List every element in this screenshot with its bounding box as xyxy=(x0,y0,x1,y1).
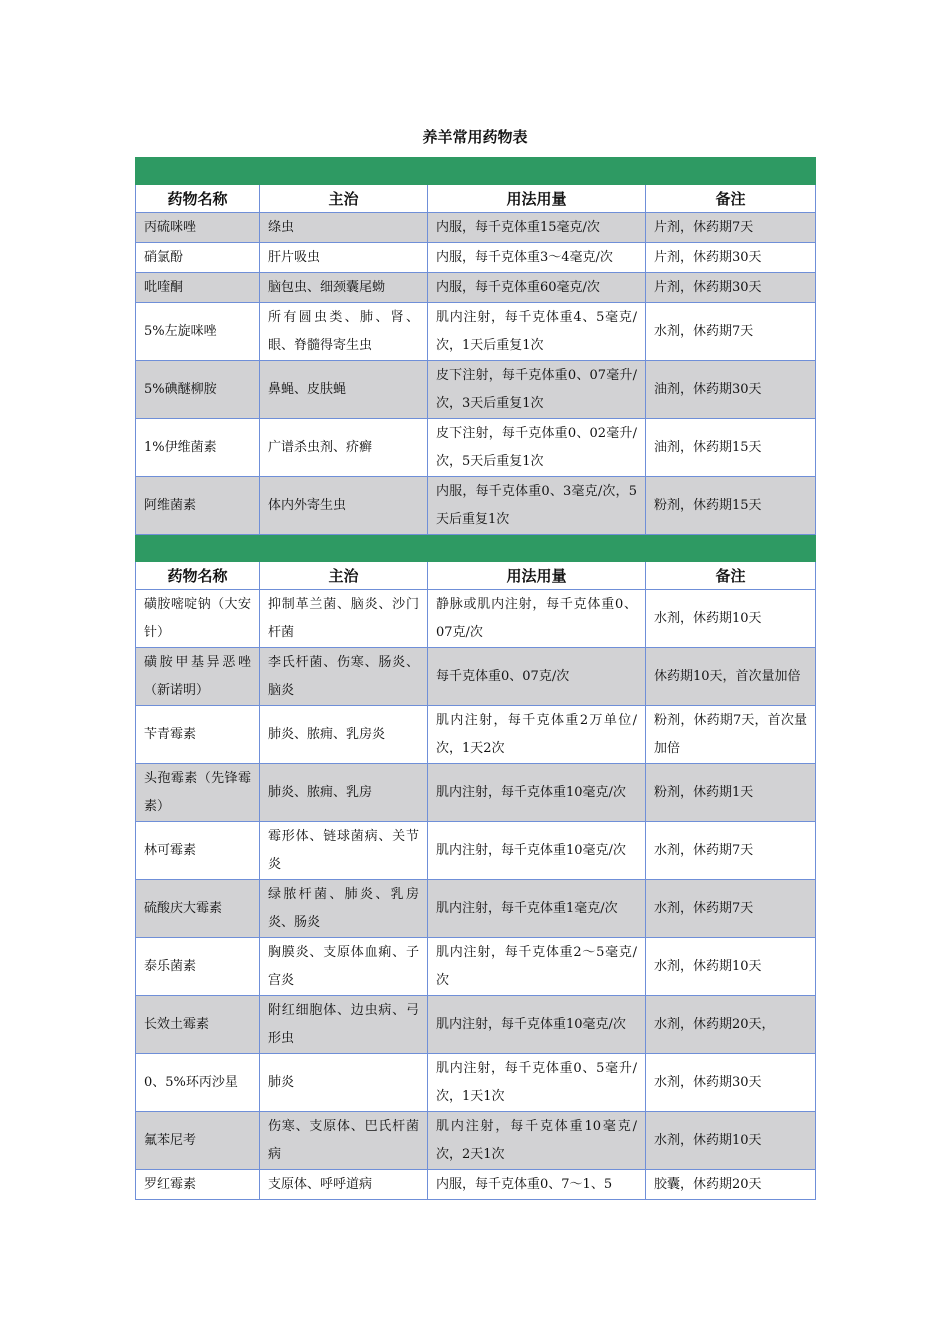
header-dosage: 用法用量 xyxy=(428,562,646,590)
table-row xyxy=(136,477,816,535)
header-row-1 xyxy=(136,185,816,213)
drug-name-cell: 磺胺甲基异恶唑（新诺明） xyxy=(136,648,260,706)
indication-cell: 肺炎 xyxy=(260,1054,428,1112)
remarks-cell: 水剂，休药期7天 xyxy=(646,303,816,361)
indication-cell: 所有圆虫类、肺、肾、眼、脊髓得寄生虫 xyxy=(260,303,428,361)
indication-cell: 肺炎、脓痈、乳房炎 xyxy=(260,706,428,764)
drug-name-cell: 5%碘醚柳胺 xyxy=(136,361,260,419)
dosage-cell: 皮下注射，每千克体重0、07毫升/次，3天后重复1次 xyxy=(428,361,646,419)
remarks-cell: 片剂，休药期7天 xyxy=(646,213,816,243)
remarks-cell: 水剂，休药期30天 xyxy=(646,1054,816,1112)
dosage-cell: 每千克体重0、07克/次 xyxy=(428,648,646,706)
indication-cell: 李氏杆菌、伤寒、肠炎、脑炎 xyxy=(260,648,428,706)
indication-cell: 脑包虫、细颈囊尾蚴 xyxy=(260,273,428,303)
indication-cell: 胸膜炎、支原体血痢、子宫炎 xyxy=(260,938,428,996)
dosage-cell: 静脉或肌内注射，每千克体重0、07克/次 xyxy=(428,590,646,648)
drug-name-cell: 丙硫咪唑 xyxy=(136,213,260,243)
drug-name-cell: 0、5%环丙沙星 xyxy=(136,1054,260,1112)
indication-cell: 支原体、呼呼道病 xyxy=(260,1170,428,1200)
dosage-cell: 肌内注射，每千克体重10毫克/次，2天1次 xyxy=(428,1112,646,1170)
table-row xyxy=(136,243,816,273)
dosage-cell: 肌内注射，每千克体重2万单位/次，1天2次 xyxy=(428,706,646,764)
dosage-cell: 肌内注射，每千克体重10毫克/次 xyxy=(428,822,646,880)
header-indication: 主治 xyxy=(260,562,428,590)
header-remarks: 备注 xyxy=(646,562,816,590)
table-row xyxy=(136,1170,816,1200)
remarks-cell: 水剂，休药期10天 xyxy=(646,1112,816,1170)
remarks-cell: 胶囊，休药期20天 xyxy=(646,1170,816,1200)
table-row xyxy=(136,1054,816,1112)
dosage-cell: 肌内注射，每千克体重10毫克/次 xyxy=(428,996,646,1054)
drug-name-cell: 1%伊维菌素 xyxy=(136,419,260,477)
table-row xyxy=(136,273,816,303)
drug-name-cell: 吡喹酮 xyxy=(136,273,260,303)
indication-cell: 抑制革兰菌、脑炎、沙门杆菌 xyxy=(260,590,428,648)
table-row xyxy=(136,938,816,996)
table-row xyxy=(136,880,816,938)
header-remarks: 备注 xyxy=(646,185,816,213)
header-drug-name: 药物名称 xyxy=(136,185,260,213)
dosage-cell: 肌内注射，每千克体重2～5毫克/次 xyxy=(428,938,646,996)
indication-cell: 绿脓杆菌、肺炎、乳房炎、肠炎 xyxy=(260,880,428,938)
header-row-2 xyxy=(136,562,816,590)
remarks-cell: 水剂，休药期10天 xyxy=(646,590,816,648)
drug-table-body xyxy=(136,158,816,1200)
table-row xyxy=(136,303,816,361)
drug-name-cell: 5%左旋咪唑 xyxy=(136,303,260,361)
header-indication: 主治 xyxy=(260,185,428,213)
drug-name-cell: 林可霉素 xyxy=(136,822,260,880)
table-row xyxy=(136,361,816,419)
table-row xyxy=(136,648,816,706)
drug-name-cell: 阿维菌素 xyxy=(136,477,260,535)
dosage-cell: 肌内注射，每千克体重4、5毫克/次，1天后重复1次 xyxy=(428,303,646,361)
drug-name-cell: 磺胺嘧啶钠（大安针） xyxy=(136,590,260,648)
table-row xyxy=(136,764,816,822)
dosage-cell: 内服，每千克体重60毫克/次 xyxy=(428,273,646,303)
remarks-cell: 粉剂，休药期7天，首次量加倍 xyxy=(646,706,816,764)
dosage-cell: 肌内注射，每千克体重1毫克/次 xyxy=(428,880,646,938)
remarks-cell: 粉剂，休药期15天 xyxy=(646,477,816,535)
dosage-cell: 内服，每千克体重0、3毫克/次，5天后重复1次 xyxy=(428,477,646,535)
indication-cell: 霉形体、链球菌病、关节炎 xyxy=(260,822,428,880)
table-row xyxy=(136,213,816,243)
drug-name-cell: 头孢霉素（先锋霉素） xyxy=(136,764,260,822)
remarks-cell: 片剂，休药期30天 xyxy=(646,243,816,273)
indication-cell: 伤寒、支原体、巴氏杆菌病 xyxy=(260,1112,428,1170)
drug-name-cell: 罗红霉素 xyxy=(136,1170,260,1200)
dosage-cell: 内服，每千克体重3～4毫克/次 xyxy=(428,243,646,273)
remarks-cell: 油剂，休药期15天 xyxy=(646,419,816,477)
table-row xyxy=(136,706,816,764)
table-row xyxy=(136,590,816,648)
section-band-2 xyxy=(136,535,816,562)
remarks-cell: 水剂，休药期7天 xyxy=(646,880,816,938)
remarks-cell: 水剂，休药期10天 xyxy=(646,938,816,996)
remarks-cell: 水剂，休药期20天， xyxy=(646,996,816,1054)
drug-name-cell: 硫酸庆大霉素 xyxy=(136,880,260,938)
drug-name-cell: 苄青霉素 xyxy=(136,706,260,764)
section-band-1 xyxy=(136,158,816,185)
indication-cell: 肝片吸虫 xyxy=(260,243,428,273)
dosage-cell: 皮下注射，每千克体重0、02毫升/次，5天后重复1次 xyxy=(428,419,646,477)
table-row xyxy=(136,1112,816,1170)
section-band-cell xyxy=(136,158,816,185)
indication-cell: 鼻蝇、皮肤蝇 xyxy=(260,361,428,419)
remarks-cell: 粉剂，休药期1天 xyxy=(646,764,816,822)
drug-name-cell: 泰乐菌素 xyxy=(136,938,260,996)
dosage-cell: 肌内注射，每千克体重10毫克/次 xyxy=(428,764,646,822)
header-drug-name: 药物名称 xyxy=(136,562,260,590)
table-row xyxy=(136,996,816,1054)
dosage-cell: 内服，每千克体重15毫克/次 xyxy=(428,213,646,243)
indication-cell: 广谱杀虫剂、疥癣 xyxy=(260,419,428,477)
drug-table xyxy=(135,157,816,1200)
remarks-cell: 水剂，休药期7天 xyxy=(646,822,816,880)
dosage-cell: 肌内注射，每千克体重0、5毫升/次，1天1次 xyxy=(428,1054,646,1112)
indication-cell: 肺炎、脓痈、乳房 xyxy=(260,764,428,822)
remarks-cell: 油剂，休药期30天 xyxy=(646,361,816,419)
header-dosage: 用法用量 xyxy=(428,185,646,213)
drug-name-cell: 长效土霉素 xyxy=(136,996,260,1054)
table-row xyxy=(136,419,816,477)
table-row xyxy=(136,822,816,880)
section-band-cell xyxy=(136,535,816,562)
indication-cell: 绦虫 xyxy=(260,213,428,243)
drug-name-cell: 氟苯尼考 xyxy=(136,1112,260,1170)
remarks-cell: 休药期10天，首次量加倍 xyxy=(646,648,816,706)
page-title: 养羊常用药物表 xyxy=(422,128,528,146)
indication-cell: 体内外寄生虫 xyxy=(260,477,428,535)
remarks-cell: 片剂，休药期30天 xyxy=(646,273,816,303)
drug-table-container xyxy=(135,157,815,1200)
dosage-cell: 内服，每千克体重0、7～1、5 xyxy=(428,1170,646,1200)
drug-name-cell: 硝氯酚 xyxy=(136,243,260,273)
indication-cell: 附红细胞体、边虫病、弓形虫 xyxy=(260,996,428,1054)
